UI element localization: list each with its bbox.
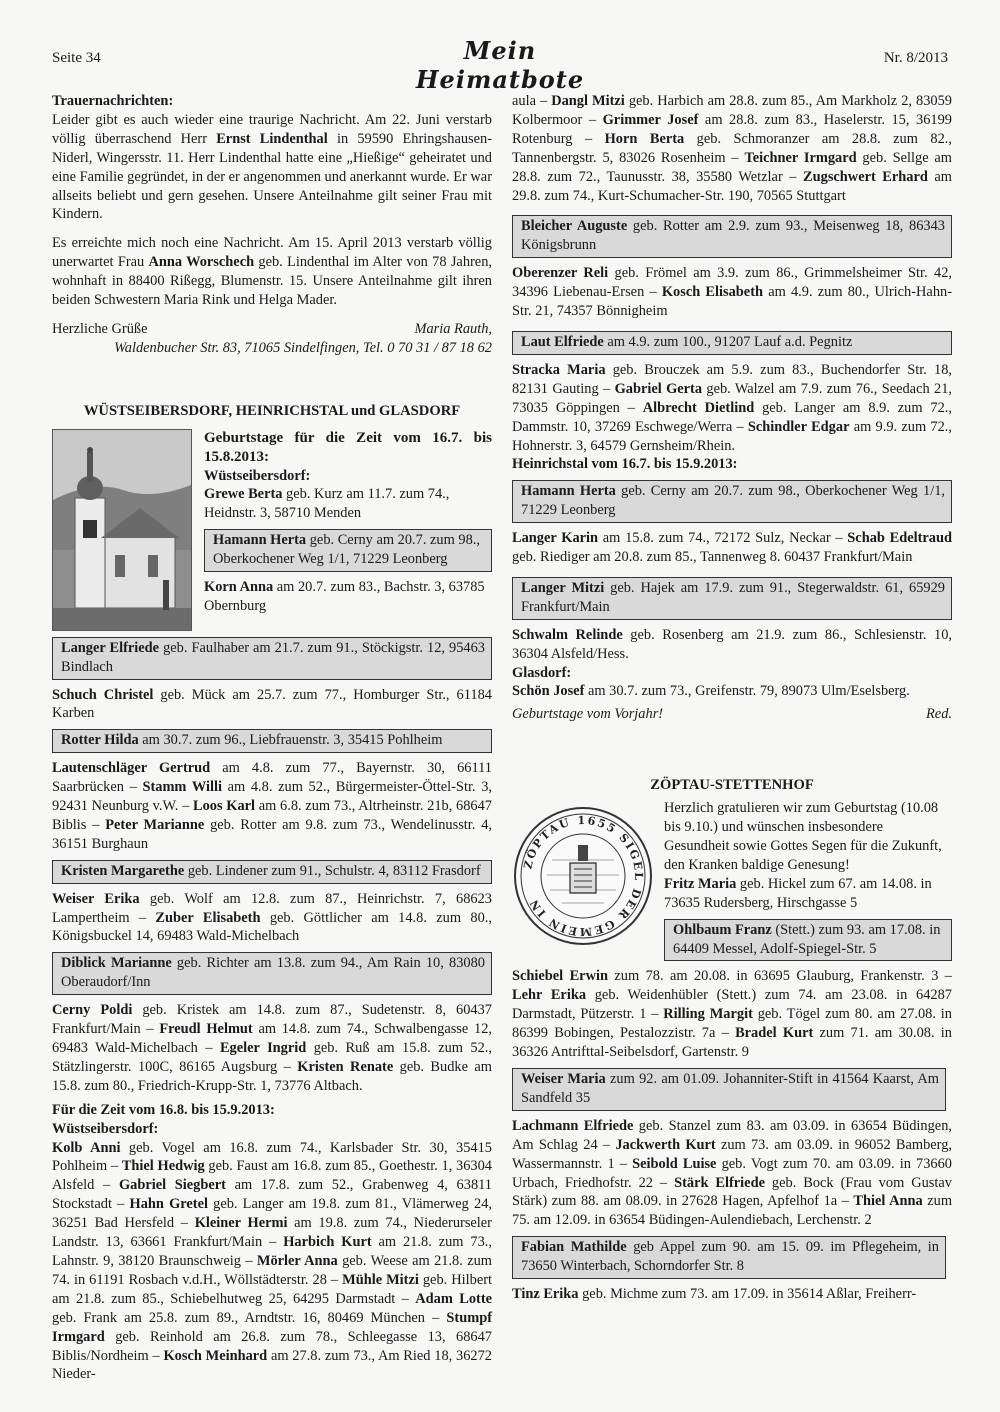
period-heading: Für die Zeit vom 16.8. bis 15.9.2013:	[52, 1101, 275, 1118]
highlight-box: Laut Elfriede am 4.9. zum 100., 91207 Lauf a.d. Pegnitz	[512, 331, 952, 355]
highlight-box: Weiser Maria zum 92. am 01.09. Johanniter-Stift in 41564 Kaarst, Am Sandfeld 35	[512, 1068, 946, 1111]
birthday-entry: Schwalm Relinde geb. Rosenberg am 21.9. zum 86., Schlesienstr. 10, 36304 Alsfeld/Hess.	[512, 626, 952, 662]
signature-address: Waldenbucher Str. 83, 71065 Sindelfingen, Tel. 0 70 31 / 87 18 62	[114, 339, 492, 356]
obituaries-heading: Trauernachrichten:	[52, 93, 174, 109]
birthday-entry: Fritz Maria geb. Hickel zum 67. am 14.08. in 73635 Rudersberg, Hirschgasse 5	[664, 875, 932, 911]
highlight-box: Bleicher Auguste geb. Rotter am 2.9. zum 93., Meisenweg 18, 86343 Königsbrunn	[512, 215, 952, 258]
highlight-box: Kristen Margarethe geb. Lindener zum 91., Schulstr. 4, 83112 Frasdorf	[52, 860, 492, 884]
signature-line: Herzliche Grüße Maria Rauth,	[52, 320, 492, 337]
newspaper-title: Mein Heimatbote	[415, 36, 585, 94]
birthday-entries: Schiebel Erwin zum 78. am 20.08. in 63695 Glauburg, Frankenstr. 3 – Lehr Erika geb. Weidenhübler (Stett.) zum 74. am 23.08. in 64287 Darmstadt, Pützerstr. 1 – Rilling Margit geb. Tögel zum 80. am 27.08. in 86399 Bobingen, Pestalozzistr. 7a – Bradel Kurt zum 71. am 30.08. in 36326 Antrifttal-Seibelsdorf, Gartenstr. 9	[512, 968, 952, 1061]
birthday-entry: Korn Anna am 20.7. zum 83., Bachstr. 3, 63785 Obernburg	[204, 579, 485, 614]
birthday-entry: Schön Josef am 30.7. zum 73., Greifenstr. 79, 89073 Ulm/Eselsberg.	[512, 683, 910, 700]
obituary-paragraph: Es erreichte mich noch eine Nachricht. Am 15. April 2013 verstarb völlig unerwartet Frau Anna Worschech geb. Lindenthal im Alter von 78 Jahren, wohnhaft in 88400 Rißegg, Blumenstr. 15. Unsere Anteilnahme gilt ihren beiden Schwestern Maria Rink und Helga Mader.	[52, 235, 492, 309]
birthday-entries: Weiser Erika geb. Wolf am 12.8. zum 87., Heinrichstr. 7, 68623 Lampertheim – Zuber Elisabeth geb. Göttlicher am 14.8. zum 80., Königsbuckel 14, 69483 Wald-Michelbach	[52, 890, 492, 945]
birthday-entries: Cerny Poldi geb. Kristek am 14.8. zum 87., Sudetenstr. 8, 60437 Frankfurt/Main – Freudl Helmut am 14.8. zum 74., Schwalbengasse 12, 69483 Wald-Michelbach – Egeler Ingrid geb. Ruß am 15.8. zum 52., Stätzlingerstr. 100C, 86165 Augsburg – Kristen Renate geb. Budke am 15.8. zum 80., Friedrich-Krupp-Str. 1, 73776 Altbach.	[52, 1002, 492, 1094]
section-heading: WÜSTSEIBERSDORF, HEINRICHSTAL und GLASDORF	[83, 402, 461, 419]
birthday-entry: Grewe Berta geb. Kurz am 11.7. zum 74., Heidnstr. 3, 58710 Menden	[204, 486, 450, 522]
highlight-box: Ohlbaum Franz (Stett.) zum 93. am 17.08. in 64409 Messel, Adolf-Spiegel-Str. 5	[664, 919, 952, 962]
footnote-line: Geburtstage vom Vorjahr! Red.	[512, 706, 952, 723]
church-photo	[52, 429, 192, 631]
highlight-box: Langer Elfriede geb. Faulhaber am 21.7. zum 91., Stöckigstr. 12, 95463 Bindlach	[52, 637, 492, 680]
birthdays-heading: Geburtstage für die Zeit vom 16.7. bis 15.8.2013:	[204, 429, 492, 465]
page-number: Seite 34	[52, 50, 101, 66]
birthday-entries: Stracka Maria geb. Brouczek am 5.9. zum 83., Buchendorfer Str. 18, 82131 Gauting – Gabriel Gerta geb. Walzel am 7.9. zum 76., Seedach 21, 73035 Göppingen – Albrecht Dietlind geb. Langer am 8.9. zum 72., Dammstr. 10, 37269 Eschwege/Werra – Schindler Edgar am 9.9. zum 72., Hohnerstr. 3, 64579 Gernsheim/Rhein.	[512, 361, 953, 454]
place-heading: Heinrichstal vom 16.7. bis 15.9.2013:	[512, 456, 738, 473]
right-column	[512, 92, 952, 1304]
place-heading: Glasdorf:	[512, 664, 572, 681]
highlight-box: Hamann Herta geb. Cerny am 20.7. zum 98., Oberkochener Weg 1/1, 71229 Leonberg	[512, 480, 952, 523]
greeting-text: Herzlich gratulieren wir zum Geburtstag (10.08 bis 9.10.) und wünschen insbesondere Gesundheit sowie Gottes Segen für die Zukunft, den Kranken baldige Genesung!	[664, 800, 942, 873]
seal-inscription: ZÖPTAU 1655 SIGEL DER GEMEIN IN	[521, 814, 646, 939]
birthday-entries: Kolb Anni geb. Vogel am 16.8. zum 74., Karlsbader Str. 30, 35415 Pohlheim – Thiel Hedwig geb. Faust am 16.8. zum 85., Goethestr. 1, 36304 Alsfeld – Gabriel Siegbert am 17.8. zum 52., Grabenweg 4, 63811 Stockstadt – Hahn Gretel geb. Langer am 19.8. zum 81., Vlämerweg 24, 36251 Bad Hersfeld – Kleiner Hermi am 19.8. zum 74., Niederurseler Landstr. 13, 63661 Frankfurt/Main – Harbich Kurt am 21.8. zum 73., Lahnstr. 9, 38120 Braunschweig – Mörler Anna geb. Weese am 21.8. zum 74. in 61191 Rosbach v.d.H., Wöllstädterstr. 28 – Mühle Mitzi geb. Hilbert am 21.8. zum 85., Schiebelhutweg 25, 64295 Darmstadt – Adam Lotte geb. Frank am 25.8. zum 89., Arndtstr. 16, 80469 München – Stumpf Irmgard geb. Reinhold am 26.8. zum 78., Schleegasse 13, 68647 Biblis/Nordheim – Kosch Meinhard am 27.8. zum 73., Am Ried 18, 36272 Nieder-	[52, 1139, 493, 1383]
highlight-box: Fabian Mathilde geb Appel zum 90. am 15. 09. im Pflegeheim, in 73650 Winterbach, Schorndorfer Str. 8	[512, 1236, 946, 1279]
birthday-entry: Schuch Christel geb. Mück am 25.7. zum 77., Homburger Str., 61184 Karben	[52, 686, 492, 722]
highlight-box: Langer Mitzi geb. Hajek am 17.9. zum 91., Stegerwaldstr. 61, 65929 Frankfurt/Main	[512, 577, 952, 620]
municipal-seal-image	[512, 805, 654, 947]
birthday-entries: Oberenzer Reli geb. Frömel am 3.9. zum 86., Grimmelsheimer Str. 42, 34396 Liebenau-Ersen – Kosch Elisabeth am 4.9. zum 80., Ulrich-Hahn-Str. 21, 74357 Bönnigheim	[512, 265, 952, 320]
highlight-box: Hamann Herta geb. Cerny am 20.7. zum 98., Oberkochener Weg 1/1, 71229 Leonberg	[204, 529, 492, 572]
place-heading: Wüstseibersdorf:	[52, 1120, 159, 1137]
birthday-entries: Langer Karin am 15.8. zum 74., 72172 Sulz, Neckar – Schab Edeltraud geb. Riediger am 20.8. zum 85., Tannenweg 8. 60437 Frankfurt/Main	[512, 530, 952, 566]
section-heading: ZÖPTAU-STETTENHOF	[650, 777, 814, 794]
obituary-paragraph: Leider gibt es auch wieder eine traurige Nachricht. Am 22. Juni verstarb völlig überraschend Herr Ernst Lindenthal in 59590 Ehringshausen-Niderl, Wingersstr. 11. Herr Lindenthal hatte eine „Hießige“ geheiratet und eine Familie gegründet, in der er angenommen und anerkannt wurde. Er war allseits beliebt und gern gesehen. Unsere Anteilnahme gilt seiner Frau mit Kindern.	[52, 111, 493, 223]
issue-number: Nr. 8/2013	[883, 50, 948, 66]
place-heading: Wüstseibersdorf:	[204, 467, 311, 484]
birthday-entries: aula – Dangl Mitzi geb. Harbich am 28.8. zum 85., Am Markholz 2, 83059 Kolbermoor – Grimmer Josef am 28.8. zum 83., Haselerstr. 15, 36199 Rotenburg – Horn Berta geb. Schmoranzer am 28.8. zum 82., Tannenbergstr. 5, 83026 Rosenheim – Teichner Irmgard geb. Sellge am 28.8. zum 72., Taunusstr. 38, 35580 Wetzlar – Zugschwert Erhard am 29.8. zum 74., Kurt-Schumacher-Str. 190, 70565 Stuttgart	[512, 93, 952, 204]
birthday-entries: Lachmann Elfriede geb. Stanzel zum 83. am 03.09. in 63654 Büdingen, Am Schlag 24 – Jackwerth Kurt zum 73. am 03.09. in 96052 Bamberg, Wassermannstr. 1 – Seibold Luise geb. Vogt zum 70. am 03.09. in 73660 Urbach, Friedhofstr. 22 – Stärk Elfriede geb. Bock (Frau vom Gustav Stärk) zum 88. am 08.09. in 27628 Hagen, Apfelhof 1a – Thiel Anna zum 75. am 12.09. in 63654 Büdingen-Aulendiebach, Lerchenstr. 2	[512, 1117, 953, 1229]
birthday-entry: Tinz Erika geb. Michme zum 73. am 17.09. in 35614 Aßlar, Freiherr-	[512, 1286, 917, 1303]
highlight-box: Rotter Hilda am 30.7. zum 96., Liebfrauenstr. 3, 35415 Pohlheim	[52, 729, 492, 753]
left-column	[52, 92, 492, 1384]
highlight-box: Diblick Marianne geb. Richter am 13.8. zum 94., Am Rain 10, 83080 Oberaudorf/Inn	[52, 952, 492, 995]
birthday-entries: Lautenschläger Gertrud am 4.8. zum 77., Bayernstr. 30, 66111 Saarbrücken – Stamm Willi am 4.8. zum 52., Bürgermeister-Öttel-Str. 3, 92431 Neunburg v.W. – Loos Karl am 6.8. zum 73., Altrheinstr. 21b, 68647 Biblis – Peter Marianne geb. Rotter am 9.8. zum 73., Wendelinusstr. 4, 36151 Burghaun	[52, 760, 493, 852]
